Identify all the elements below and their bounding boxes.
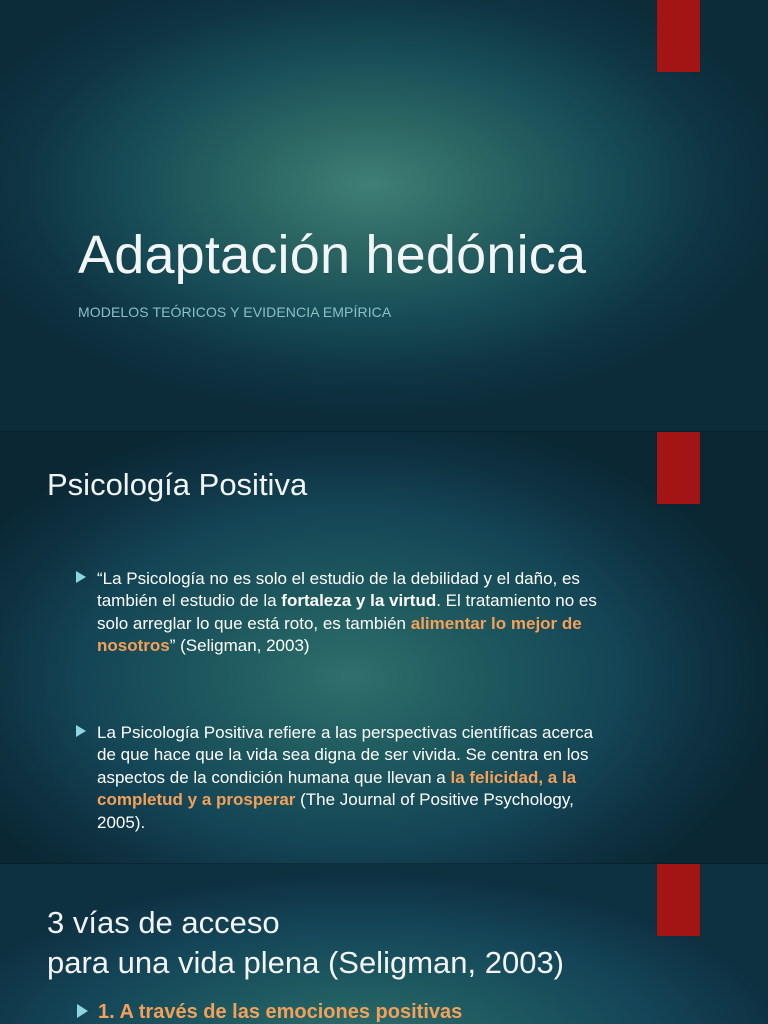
three-paths-first-bullet xyxy=(76,1000,462,1024)
bullet-2-text-part-a: La Psicología Positiva refiere a las perspectivas científicas acerca de que hace que la vida sea digna de ser vivida. Se centra en los aspectos de la condición humana que llevan a xyxy=(97,723,594,787)
presentation-title: Adaptación hedónica xyxy=(78,225,587,285)
three-paths-accent-bar xyxy=(657,864,700,936)
bullet-row-2 xyxy=(75,722,615,834)
right-triangle-bullet-icon xyxy=(76,725,86,737)
title-slide-accent-bar xyxy=(657,0,700,72)
right-triangle-bullet-icon xyxy=(76,571,86,583)
title-slide xyxy=(0,0,768,432)
bullet-1-text-part-e: ” (Seligman, 2003) xyxy=(169,636,310,656)
bullet-2-text-part-c: (The Journal of Positive Psychology, 2005). xyxy=(97,790,574,832)
bullet-1-text-part-c: . El tratamiento no es solo arreglar lo que está roto, es también xyxy=(97,591,597,633)
three-paths-first-bullet-text: 1. A través de las emociones positivas xyxy=(98,1001,463,1023)
bullet-1-text-part-b: fortaleza y la virtud xyxy=(281,591,437,611)
bullet-2-text-part-b: la felicidad, a la completud y a prosperar xyxy=(97,767,577,810)
positive-psychology-bullet-2 xyxy=(75,722,615,834)
positive-psychology-bullet-1 xyxy=(75,568,615,658)
three-paths-slide xyxy=(0,864,768,1024)
three-paths-title xyxy=(47,903,564,982)
three-paths-title-line-1: 3 vías de acceso xyxy=(47,905,280,940)
positive-psychology-accent-bar xyxy=(657,432,700,504)
bullet-row-1 xyxy=(75,568,615,658)
positive-psychology-title: Psicología Positiva xyxy=(47,467,308,502)
presentation-subtitle: MODELOS TEÓRICOS Y EVIDENCIA EMPÍRICA xyxy=(78,304,392,320)
bullet-1-text-part-d: alimentar lo mejor de nosotros xyxy=(97,613,582,656)
bullet-1-text-part-a: “La Psicología no es solo el estudio de la debilidad y el daño, es también el estudio de la xyxy=(97,569,580,611)
positive-psychology-slide xyxy=(0,432,768,864)
three-paths-title-line-2: para una vida plena (Seligman, 2003) xyxy=(47,944,565,980)
right-triangle-bullet-icon xyxy=(77,1004,88,1018)
